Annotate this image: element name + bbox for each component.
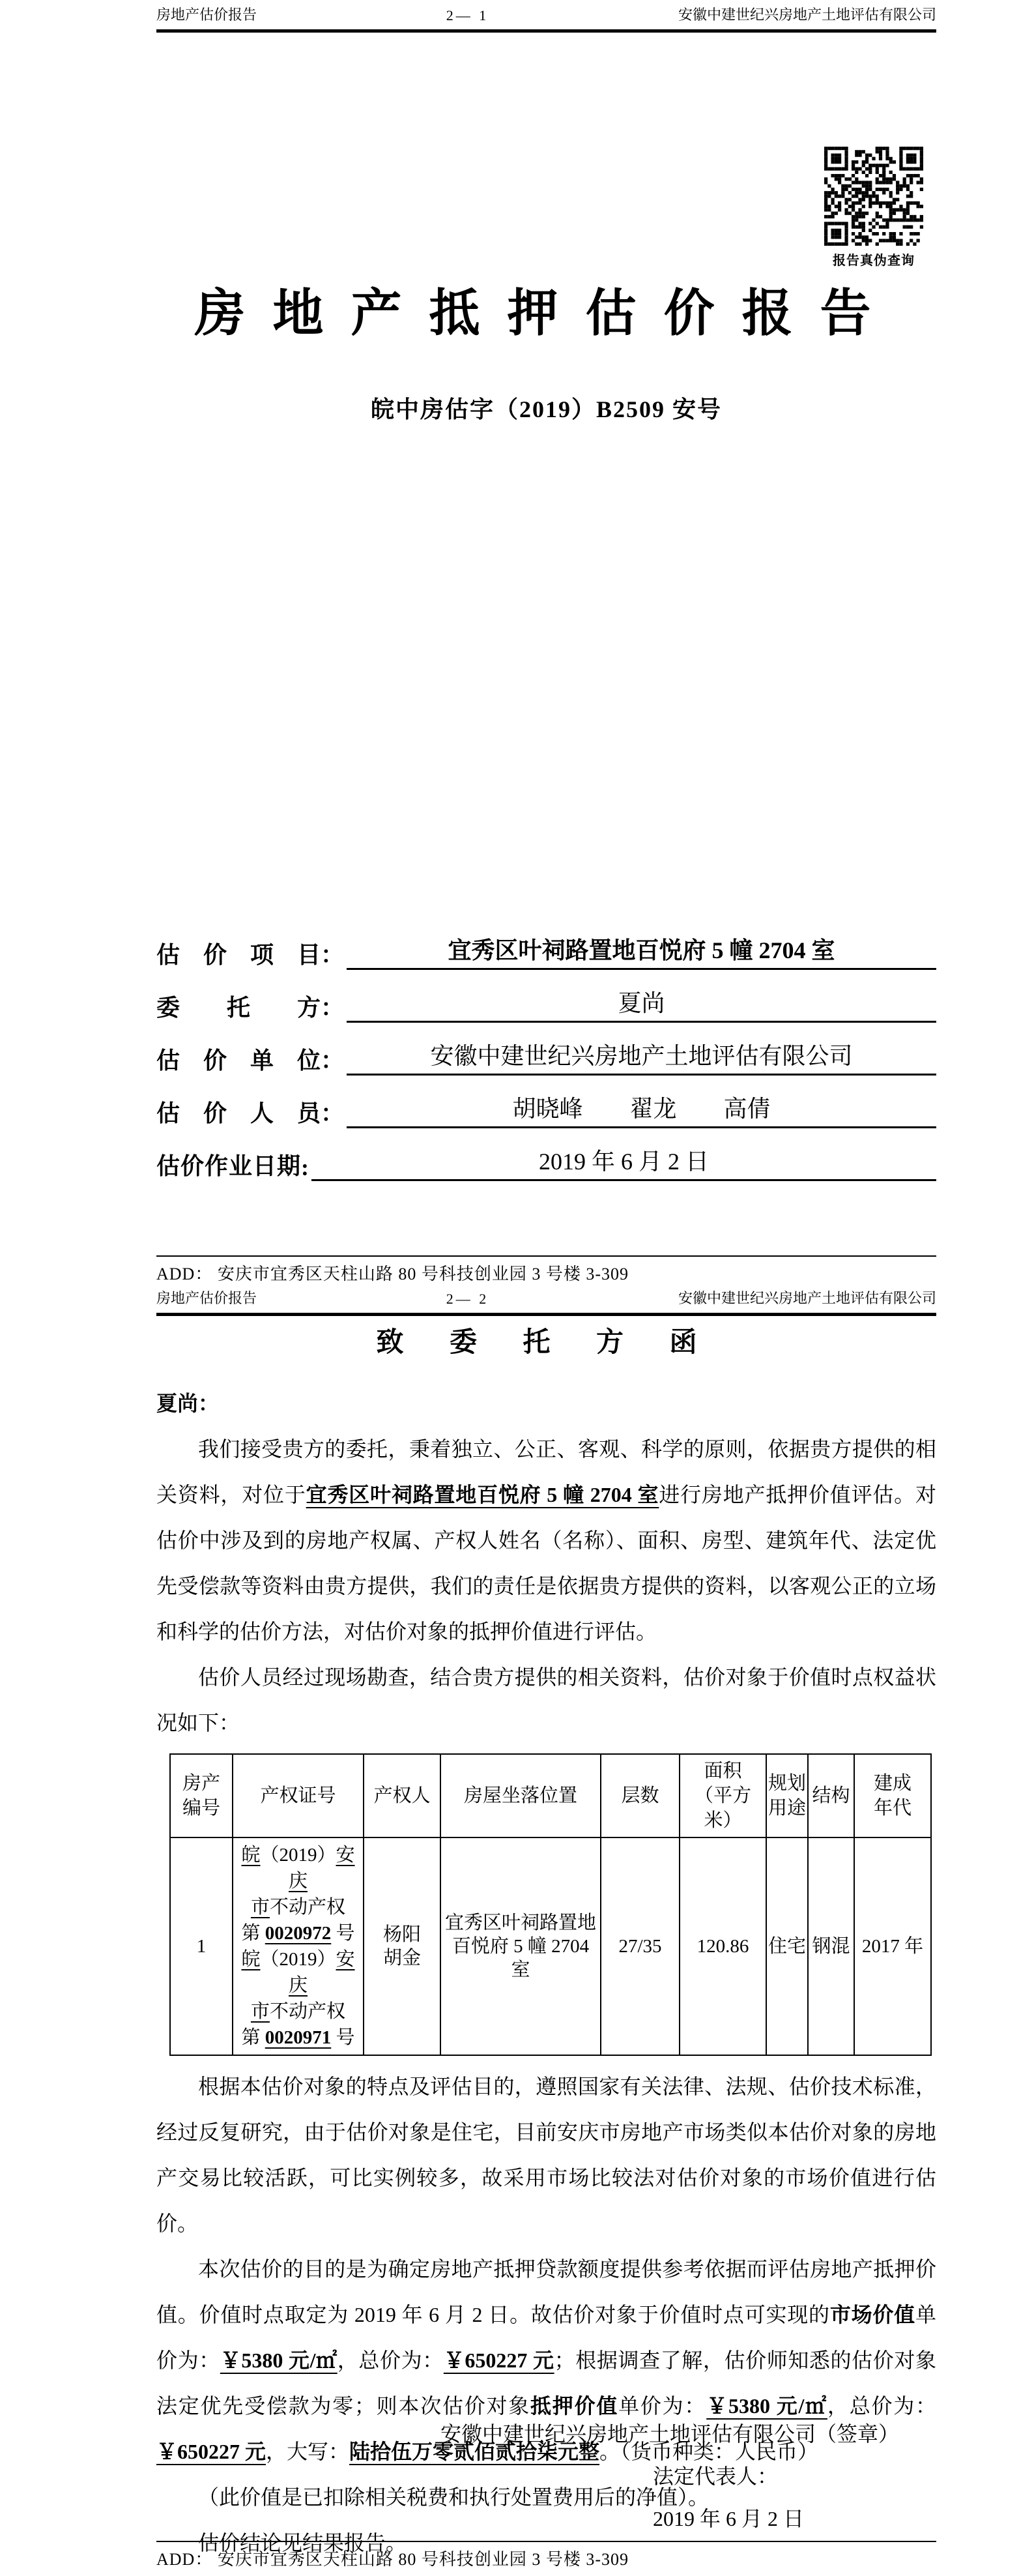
form-row-client (156, 986, 936, 1023)
paragraph-method: 根据本估价对象的特点及评估目的，遵照国家有关法律、法规、估价技术标准，经过反复研究，由于估价对象是住宅，目前安庆市房地产市场类似本估价对象的房地产交易比较活跃，可比实例较多，故采用市场比较法对估价对象的市场价值进行估价。 (156, 2075, 936, 2235)
cert-no-prefix: 第 (241, 1923, 265, 1944)
paragraph-text: 本次估价的目的是为确定房地产抵押贷款额度提供参考依据而评估房地产抵押价值。价值时点取定为 2019 年 6 月 2 日。故估价对象于价值时点可实现的 (156, 2257, 936, 2326)
cert-no-suffix: 号 (331, 2027, 355, 2048)
form-row-date (156, 1145, 936, 1181)
form-value-project: 宜秀区叶祠路置地百悦府 5 幢 2704 室 (347, 932, 936, 970)
signature-company: 安徽中建世纪兴房地产土地评估有限公司（签章） (440, 2422, 900, 2446)
col-header-area: 面积 （平方米） (680, 1754, 766, 1837)
mortgage-value-term: 抵押价值 (530, 2394, 619, 2418)
cell-use: 住宅 (766, 1837, 808, 2055)
table-row (170, 1837, 931, 2055)
running-header-page-number: 2— 2 (446, 1291, 489, 1307)
report-main-title: 房地产抵押估价报告 (194, 285, 898, 342)
form-value-date: 2019 年 6 月 2 日 (311, 1143, 936, 1181)
table-header-row (170, 1754, 931, 1837)
col-header-structure: 结构 (808, 1754, 854, 1837)
paragraph-text: 。（货币种类：人民币） (599, 2440, 819, 2463)
col-header-property-no: 房产 编号 (170, 1754, 233, 1837)
running-header-doc-title: 房地产估价报告 (156, 7, 257, 23)
owner-name-2: 胡金 (382, 1948, 421, 1969)
cert-province: 皖 (241, 1845, 261, 1866)
cert-no-suffix: 号 (331, 1923, 355, 1944)
paragraph-text: 单价为： (618, 2394, 707, 2418)
form-colon: : (301, 1154, 309, 1180)
cell-owner (364, 1837, 440, 2055)
form-row-project (156, 933, 936, 970)
cert-city: 安庆 (288, 1845, 355, 1892)
paragraph-text: ，总价为： (337, 2349, 444, 2372)
cert-type: 不动产权 (270, 2001, 346, 2022)
cert-year: （2019） (260, 1845, 336, 1866)
form-row-agency (156, 1039, 936, 1076)
cover-form (156, 933, 936, 1197)
paragraph-commission (156, 1426, 936, 1654)
salutation: 夏尚： (156, 1392, 220, 1415)
cell-location: 宜秀区叶祠路置地百悦府 5 幢 2704 室 (440, 1837, 601, 2055)
letter-body (156, 1381, 936, 2566)
cell-area: 120.86 (680, 1837, 766, 2055)
price-in-words: 陆拾伍万零贰佰贰拾柒元整 (349, 2440, 600, 2463)
cert-type: 不动产权 (270, 1897, 346, 1918)
running-header-company: 安徽中建世纪兴房地产土地评估有限公司 (678, 1290, 936, 1306)
form-colon: ： (321, 1100, 345, 1126)
page1-running-header (156, 4, 936, 33)
market-value-term: 市场价值 (829, 2303, 915, 2326)
form-row-appraisers (156, 1092, 936, 1128)
cert-number-2: 0020971 (265, 2027, 332, 2048)
report-number: 皖中房估字（2019）B2509 安号 (370, 396, 722, 422)
cell-property-no: 1 (170, 1837, 233, 2055)
cert-year: （2019） (260, 1949, 336, 1970)
form-colon: ： (321, 995, 345, 1021)
form-label-appraisers: 估价人员 (156, 1100, 321, 1126)
paragraph-survey: 估价人员经过现场勘查，结合贵方提供的相关资料，估价对象于价值时点权益状况如下： (156, 1665, 936, 1734)
market-total-price: ￥650227 元 (443, 2349, 554, 2372)
form-label-agency: 估价单位 (156, 1047, 321, 1074)
cell-year: 2017 年 (854, 1837, 931, 2055)
mortgage-unit-price: ￥5380 元/㎡ (706, 2394, 827, 2418)
paragraph-text: 我们接受贵方的委托，秉着独立、公正、客观、科学的原则，依据贵方提供的相关资料，对位于 (156, 1437, 936, 1506)
signature-legal-representative: 法定代表人： (653, 2465, 779, 2488)
page2-running-header (156, 1287, 936, 1316)
cert-city: 安庆 (288, 1949, 355, 1996)
market-unit-price: ￥5380 元/㎡ (220, 2349, 337, 2372)
cert-number-1: 0020972 (265, 1923, 332, 1944)
col-header-owner: 产权人 (364, 1754, 440, 1837)
page-break-block (156, 1255, 936, 1316)
page2-footer (156, 2541, 936, 2573)
cell-structure: 钢混 (808, 1837, 854, 2055)
paragraph-conclusion-ref: 估价结论见结果报告。 (198, 2531, 407, 2554)
form-label-date: 估价作业日期 (156, 1153, 302, 1179)
form-label-project: 估价项目 (156, 942, 321, 968)
form-label-client: 委托方 (156, 995, 321, 1021)
subject-property: 宜秀区叶祠路置地百悦府 5 幢 2704 室 (306, 1483, 659, 1506)
running-header-company: 安徽中建世纪兴房地产土地评估有限公司 (678, 7, 936, 23)
col-header-location: 房屋坐落位置 (440, 1754, 601, 1837)
col-header-cert-no: 产权证号 (233, 1754, 364, 1837)
cert-city-suffix: 市 (250, 2001, 270, 2022)
cell-cert-no (233, 1837, 364, 2055)
paragraph-text: 进行房地产抵押价值评估。对估价中涉及到的房地产权属、产权人姓名（名称）、面积、房型、建筑年代、法定优先受偿款等资料由贵方提供，我们的责任是依据贵方提供的资料，以客观公正的立场和科学的估价方法，对估价对象的抵押价值进行评估。 (156, 1483, 936, 1643)
mortgage-total-price: ￥650227 元 (156, 2440, 266, 2463)
owner-name-1: 杨阳 (382, 1924, 421, 1945)
cert-no-prefix: 第 (241, 2027, 265, 2048)
paragraph-text: ，大写： (266, 2440, 350, 2463)
paragraph-net-value-note: （此价值是已扣除相关税费和执行处置费用后的净值）。 (198, 2485, 710, 2509)
signature-block (156, 2413, 936, 2540)
qr-code-caption: 报告真伪查询 (833, 254, 915, 268)
running-header-page-number: 2— 1 (446, 7, 489, 23)
col-header-year: 建成 年代 (854, 1754, 931, 1837)
paragraph-text: 单价为： (156, 2303, 936, 2372)
cell-floors: 27/35 (601, 1837, 680, 2055)
form-value-client: 夏尚 (347, 985, 936, 1023)
col-header-floors: 层数 (601, 1754, 680, 1837)
form-colon: ： (321, 942, 345, 968)
page1-footer-address: ADD： 安庆市宜秀区天柱山路 80 号科技创业园 3 号楼 3-309 (156, 1265, 629, 1283)
letter-title: 致 委 托 方 函 (376, 1328, 717, 1358)
paragraph-text: ，总价为： (827, 2394, 936, 2418)
col-header-use: 规划 用途 (766, 1754, 808, 1837)
page2-footer-address: ADD： 安庆市宜秀区天柱山路 80 号科技创业园 3 号楼 3-309 (156, 2550, 629, 2569)
cert-province: 皖 (241, 1949, 261, 1970)
form-value-agency: 安徽中建世纪兴房地产土地评估有限公司 (347, 1038, 936, 1076)
paragraph-text: ；根据调查了解，估价师知悉的估价对象法定优先受偿款为零；则本次估价对象 (156, 2349, 936, 2418)
qr-code-icon (824, 147, 923, 246)
running-header-doc-title: 房地产估价报告 (156, 1290, 257, 1306)
property-table (169, 1753, 932, 2056)
signature-date: 2019 年 6 月 2 日 (653, 2507, 805, 2530)
form-value-appraisers: 胡晓峰 翟龙 高倩 (347, 1090, 936, 1128)
cert-city-suffix: 市 (250, 1897, 270, 1918)
form-colon: ： (321, 1047, 345, 1074)
report-verification-block (824, 147, 923, 269)
